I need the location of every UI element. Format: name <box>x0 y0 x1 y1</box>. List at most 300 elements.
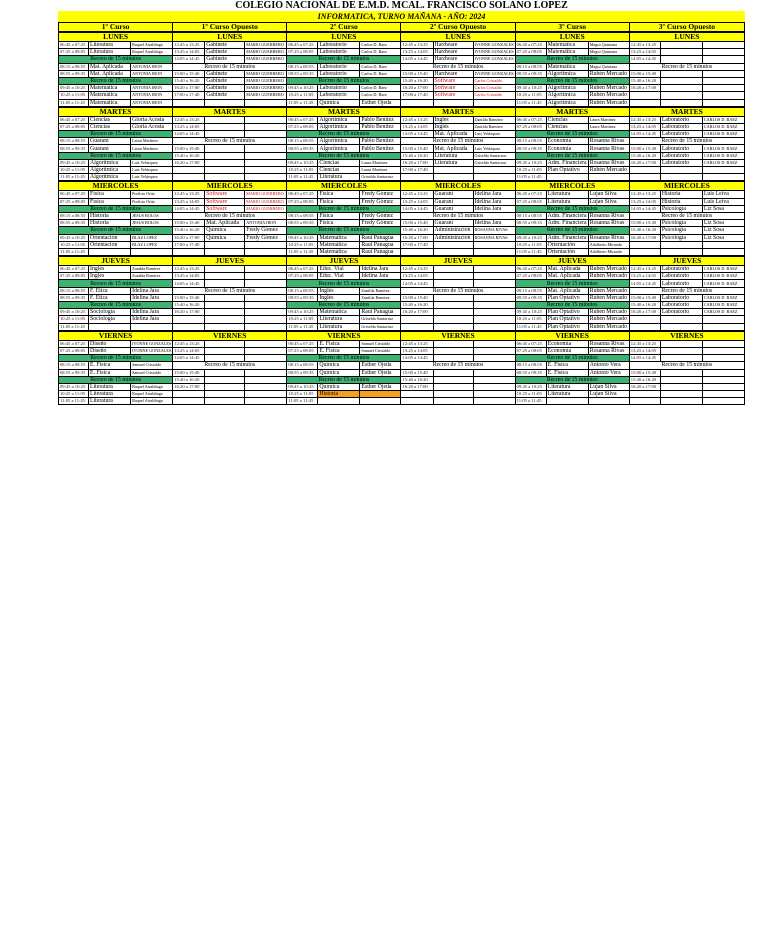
time-cell <box>173 248 205 256</box>
subject-cell: Plan Optativo <box>546 309 588 316</box>
subject-cell <box>433 99 473 107</box>
subject-cell: Sociología <box>89 309 131 316</box>
schedule-row <box>59 49 745 56</box>
time-cell: 12:45 a 13:25 <box>629 116 660 123</box>
recess-cell: Recreo de 15 minutos <box>401 362 515 369</box>
subject-cell <box>660 376 702 383</box>
schedule-row <box>59 340 745 347</box>
teacher-cell: Fredy Gómez <box>360 198 401 205</box>
day-header: VIERNES <box>629 331 744 341</box>
subject-cell <box>205 309 245 316</box>
subject-cell <box>205 391 245 398</box>
teacher-cell: Adalberto Miranda <box>588 241 629 248</box>
subject-cell: Inglés <box>318 287 360 294</box>
time-cell: 13:25 a 14:05 <box>401 347 433 354</box>
time-cell: 09:45 a 10:25 <box>515 309 546 316</box>
time-cell: 06:45 a 07:25 <box>287 116 318 123</box>
teacher-cell: Raquel Airaldinga <box>131 49 173 56</box>
teacher-cell <box>131 248 173 256</box>
teacher-cell <box>245 116 287 123</box>
teacher-cell: Rubén Mercado <box>588 316 629 323</box>
subject-cell: Plan Optativo <box>546 294 588 301</box>
time-cell: 16:20 a 17:00 <box>173 383 205 390</box>
schedule-row <box>59 234 745 241</box>
recess-cell: Recreo de 15 minutos <box>287 77 401 84</box>
time-cell: 14:05 a 14:45 <box>173 205 205 212</box>
teacher-cell: Magui Quintana <box>588 42 629 49</box>
time-cell: 15:00 a 15:40 <box>629 70 660 77</box>
time-cell: 06:45 a 07:25 <box>515 266 546 273</box>
teacher-cell: CARLOS D. BAEZ <box>702 152 744 159</box>
teacher-cell <box>245 355 287 362</box>
teacher-cell <box>473 248 515 256</box>
time-cell: 09:45 a 10:25 <box>515 85 546 92</box>
day-header: VIERNES <box>59 331 173 341</box>
teacher-cell: Samuel Cristaldo <box>360 340 401 347</box>
day-header: MARTES <box>401 107 515 117</box>
time-cell: 10:25 a 11:05 <box>287 167 318 174</box>
teacher-cell <box>473 398 515 405</box>
teacher-cell <box>702 398 744 405</box>
subject-cell: Química <box>205 227 245 234</box>
time-cell: 16:20 a 17:00 <box>173 85 205 92</box>
teacher-cell: Laura Martínez <box>588 123 629 130</box>
time-cell: 11:05 a 11:45 <box>287 248 318 256</box>
recess-cell: Recreo de 15 minutos <box>173 63 287 70</box>
time-cell: 11:05 a 11:45 <box>515 248 546 256</box>
teacher-cell: MARIO GUERRERO <box>245 205 287 212</box>
time-cell: 07:25 a 08:05 <box>59 123 89 130</box>
course-header: 3º Curso <box>515 23 629 33</box>
subject-cell: Gabinete <box>205 70 245 77</box>
time-cell <box>629 174 660 182</box>
time-cell: 15:40 a 16:20 <box>401 376 433 383</box>
time-cell: 08:15 a 08:55 <box>287 63 318 70</box>
recess-cell: Recreo de 15 minutos <box>401 63 515 70</box>
teacher-cell: CARLOS D. BAEZ <box>702 280 744 287</box>
subject-cell: Administración <box>433 227 473 234</box>
teacher-cell: Samuel Cristaldo <box>360 347 401 354</box>
subject-cell: Matemática <box>318 234 360 241</box>
teacher-cell <box>245 174 287 182</box>
subject-cell: Literatura <box>89 49 131 56</box>
recess-cell: Recreo de 15 minutos <box>173 212 287 219</box>
teacher-cell <box>245 280 287 287</box>
subject-cell: Química <box>318 383 360 390</box>
time-cell: 13:25 a 14:05 <box>629 123 660 130</box>
time-cell: 17:00 a 17:40 <box>401 241 433 248</box>
teacher-cell: Raul Panagua <box>360 241 401 248</box>
recess-cell: Recreo de 15 minutos <box>287 302 401 309</box>
schedule-row <box>59 85 745 92</box>
subject-cell: Inglés <box>318 294 360 301</box>
subject-cell <box>205 316 245 323</box>
time-cell: 06:45 a 07:25 <box>59 116 89 123</box>
subject-cell <box>660 391 702 398</box>
course-header: 2º Curso <box>287 23 401 33</box>
time-cell: 09:45 a 10:25 <box>59 309 89 316</box>
time-cell <box>629 248 660 256</box>
teacher-cell: Laura Martínez <box>588 116 629 123</box>
teacher-cell: Rubén Mercado <box>588 85 629 92</box>
day-header: VIERNES <box>515 331 629 341</box>
subject-cell: Laboratorio <box>660 302 702 309</box>
schedule-row <box>59 145 745 152</box>
time-cell: 15:00 a 15:40 <box>629 220 660 227</box>
time-cell: 11:05 a 11:45 <box>59 99 89 107</box>
time-cell: 08:55 a 09:35 <box>515 220 546 227</box>
teacher-cell: Raquel Airaldinga <box>131 398 173 405</box>
teacher-cell: IVONNE GONZALES <box>474 42 514 48</box>
teacher-cell: Luis Velázquez <box>131 167 173 174</box>
subject-cell: Adm. Financiera <box>547 234 587 241</box>
time-cell: 13:25 a 14:05 <box>173 273 205 280</box>
time-cell <box>629 316 660 323</box>
subject-cell <box>205 398 245 405</box>
subject-cell: Matemática <box>89 85 131 92</box>
time-cell <box>173 99 205 107</box>
subject-cell <box>205 159 245 166</box>
subject-cell: Laboratorio <box>660 273 702 280</box>
teacher-cell: Idelina Jara <box>473 220 515 227</box>
teacher-cell: JESUS BOLOS <box>131 212 173 219</box>
time-cell: 08:15 a 08:55 <box>287 138 318 145</box>
subject-cell <box>205 273 245 280</box>
schedule-row <box>59 376 745 383</box>
teacher-cell <box>473 347 515 354</box>
subject-cell <box>89 323 131 331</box>
time-cell <box>173 167 205 174</box>
school-title: COLEGIO NACIONAL DE E.M.D. MCAL. FRANCISCO SOLANO LOPEZ <box>235 0 568 11</box>
subject-cell <box>433 309 473 316</box>
subject-cell <box>205 340 245 347</box>
teacher-cell: MARIO GUERRERO <box>245 191 287 198</box>
subject-cell: Guaraní <box>433 191 473 198</box>
schedule-row <box>59 159 745 166</box>
schedule-row <box>59 323 745 331</box>
time-cell: 08:55 a 09:35 <box>287 70 318 77</box>
teacher-cell <box>473 309 515 316</box>
time-cell <box>401 391 433 398</box>
teacher-cell <box>360 398 401 405</box>
time-cell: 14:05 a 14:45 <box>401 131 433 138</box>
subject-cell <box>205 248 245 256</box>
time-cell: 10:25 a 11:05 <box>515 167 546 174</box>
teacher-cell: Luis Velázquez <box>131 174 173 182</box>
time-cell: 14:05 a 14:45 <box>173 355 205 362</box>
subject-cell: Ciencias <box>89 116 131 123</box>
subject-cell <box>660 355 702 362</box>
teacher-cell: IVONNE GONZALES <box>132 340 172 346</box>
subject-cell <box>205 174 245 182</box>
teacher-cell: Carlos D. Baez <box>360 85 401 92</box>
recess-cell: Recreo de 15 minutos <box>59 302 173 309</box>
subject-cell: Economía <box>546 347 588 354</box>
time-cell: 12:45 a 13:25 <box>173 191 205 198</box>
recess-cell: Recreo de 15 minutos <box>515 205 629 212</box>
schedule-row <box>59 152 745 159</box>
subject-cell <box>433 241 473 248</box>
time-cell: 16:20 a 17:00 <box>629 309 660 316</box>
teacher-cell: Idelina Jara <box>360 273 401 280</box>
teacher-cell: Laura Martínez <box>131 145 173 152</box>
subject-cell: Literatura <box>546 198 588 205</box>
teacher-cell <box>702 355 744 362</box>
day-header: MARTES <box>287 107 401 117</box>
course-header: 3º Curso Opuesto <box>629 23 744 33</box>
subject-cell: Algorítmica <box>318 145 360 152</box>
time-cell: 10:25 a 11:05 <box>515 316 546 323</box>
day-header-row <box>59 107 745 117</box>
day-header: MARTES <box>515 107 629 117</box>
teacher-cell: Lujan Silva <box>588 198 629 205</box>
time-cell: 09:45 a 10:25 <box>59 383 89 390</box>
teacher-cell: Zunilda Ramírez <box>473 116 515 123</box>
time-cell: 12:45 a 13:25 <box>401 116 433 123</box>
teacher-cell <box>245 266 287 273</box>
subject-cell <box>205 241 245 248</box>
teacher-cell: Idelina Jara <box>131 294 173 301</box>
subject-cell: Psicología <box>660 205 702 212</box>
recess-cell: Recreo de 15 minutos <box>401 212 515 219</box>
teacher-cell: Idelina Jara <box>131 287 173 294</box>
teacher-cell <box>588 398 629 405</box>
teacher-cell <box>473 241 515 248</box>
recess-cell: Recreo de 15 minutos <box>173 362 287 369</box>
subject-cell: Matemática <box>546 42 588 49</box>
teacher-cell: Laura Martínez <box>360 167 401 174</box>
teacher-cell: Liz Sosa <box>702 205 744 212</box>
subject-cell: Laboratorio <box>660 145 702 152</box>
teacher-cell: ANTONIA IBON <box>131 92 173 99</box>
teacher-cell: Carlos D. Baez <box>360 49 401 56</box>
subject-cell: E. Física <box>89 369 131 376</box>
subject-cell <box>660 167 702 174</box>
subject-cell: Software <box>433 85 473 92</box>
subject-cell: Mat. Aplicada <box>546 273 588 280</box>
time-cell: 06:45 a 07:25 <box>287 266 318 273</box>
time-cell: 06:45 a 07:25 <box>59 266 89 273</box>
teacher-cell <box>360 391 401 398</box>
subject-cell: Matemática <box>318 309 360 316</box>
subject-cell: Laboratorio <box>318 63 360 70</box>
time-cell: 06:45 a 07:25 <box>59 42 89 49</box>
subject-cell: Laboratorio <box>318 42 360 49</box>
subject-cell: Algoritmica <box>546 85 588 92</box>
subject-cell: Física <box>89 191 131 198</box>
day-header: JUEVES <box>515 256 629 266</box>
time-cell: 13:25 a 14:05 <box>401 273 433 280</box>
subject-cell <box>433 280 473 287</box>
schedule-row <box>59 42 745 49</box>
schedule-row <box>59 99 745 107</box>
time-cell: 07:25 a 08:05 <box>515 123 546 130</box>
subject-cell <box>433 398 473 405</box>
time-cell: 09:45 a 10:25 <box>287 234 318 241</box>
subject-cell: Mat. Aplicada <box>89 70 131 77</box>
subject-cell: Plan Optativo <box>546 167 588 174</box>
time-cell: 09:45 a 10:25 <box>287 85 318 92</box>
time-cell: 08:55 a 09:35 <box>515 70 546 77</box>
subject-cell: Algorítmica <box>89 174 131 182</box>
recess-cell: Recreo de 15 minutos <box>59 376 173 383</box>
teacher-cell: Carlos D. Baez <box>360 92 401 99</box>
time-cell: 16:20 a 17:00 <box>401 309 433 316</box>
subject-cell: Química <box>318 362 360 369</box>
subject-cell: Guaraní <box>433 205 473 212</box>
subject-cell: Química <box>205 234 245 241</box>
time-cell <box>629 167 660 174</box>
schedule-row <box>59 167 745 174</box>
subject-cell: Laboratorio <box>660 294 702 301</box>
teacher-cell <box>702 323 744 331</box>
subject-cell: Inglés <box>89 273 131 280</box>
subject-cell: Software <box>205 205 245 212</box>
teacher-cell <box>245 309 287 316</box>
subject-cell <box>205 376 245 383</box>
subject-cell: Mat. Aplicada <box>89 63 131 70</box>
teacher-cell <box>473 369 515 376</box>
teacher-cell <box>702 316 744 323</box>
time-cell: 08:55 a 09:35 <box>59 70 89 77</box>
teacher-cell: Fredy Gómez <box>245 227 287 234</box>
subject-cell <box>205 280 245 287</box>
subject-cell: Laboratorio <box>660 131 702 138</box>
teacher-cell <box>473 376 515 383</box>
teacher-cell <box>245 99 287 107</box>
subject-cell: Literatura <box>89 391 131 398</box>
teacher-cell: Luis Velázquez <box>131 159 173 166</box>
teacher-cell: Esther Ojeda <box>360 99 401 107</box>
subject-cell: Hardware <box>433 42 473 49</box>
time-cell: 14:05 a 14:45 <box>173 131 205 138</box>
time-cell: 13:25 a 14:05 <box>401 123 433 130</box>
subject-cell: Guaraní <box>433 220 473 227</box>
teacher-cell: Carlos Cristaldo <box>473 92 515 99</box>
recess-cell: Recreo de 15 minutos <box>59 77 173 84</box>
teacher-cell: Rosanna Rivas <box>588 138 629 145</box>
subject-cell: Historia <box>89 212 131 219</box>
subject-cell: Laboratorio <box>660 309 702 316</box>
subject-cell: Educ. Vial <box>318 266 360 273</box>
time-cell: 08:15 a 08:55 <box>515 212 546 219</box>
teacher-cell: IVONNE GONZALES <box>474 70 514 76</box>
teacher-cell: Rubén Mercado <box>588 92 629 99</box>
teacher-cell: Pablo Benítez <box>360 145 401 152</box>
subject-cell: Ciencias <box>318 167 360 174</box>
time-cell: 10:25 a 11:05 <box>287 241 318 248</box>
subject-cell: Ciencias <box>546 116 588 123</box>
subject-cell: Laboratorio <box>660 266 702 273</box>
subject-cell: Gabinete <box>205 49 245 56</box>
subject-cell: Algorítmica <box>318 116 360 123</box>
time-cell: 16:20 a 17:00 <box>401 234 433 241</box>
time-cell: 10:25 a 11:05 <box>59 167 89 174</box>
time-cell: 08:55 a 09:35 <box>515 294 546 301</box>
teacher-cell <box>245 167 287 174</box>
teacher-cell <box>702 241 744 248</box>
time-cell: 15:40 a 16:20 <box>629 227 660 234</box>
time-cell: 16:20 a 17:00 <box>401 159 433 166</box>
time-cell: 14:05 a 14:45 <box>629 205 660 212</box>
time-cell: 12:45 a 13:25 <box>629 340 660 347</box>
subject-cell <box>433 355 473 362</box>
time-cell: 16:20 a 17:00 <box>629 383 660 390</box>
subject-cell: Algoritmica <box>546 99 588 107</box>
subject-cell <box>546 174 588 182</box>
subject-cell: Orientación <box>89 241 131 248</box>
teacher-cell: Zunilda Ramírez <box>360 287 401 294</box>
recess-cell: Recreo de 15 minutos <box>629 63 744 70</box>
teacher-cell: Rubén Mercado <box>588 287 629 294</box>
subject-cell <box>660 369 702 376</box>
day-header: LUNES <box>173 32 287 42</box>
teacher-cell: CARLOS D. BAEZ <box>702 116 744 123</box>
subject-cell: Laboratorio <box>660 280 702 287</box>
time-cell <box>173 398 205 405</box>
subject-cell: Literatura <box>546 383 588 390</box>
subject-cell: Laboratorio <box>660 152 702 159</box>
time-cell <box>629 323 660 331</box>
subject-cell <box>205 355 245 362</box>
teacher-cell <box>245 131 287 138</box>
schedule-row <box>59 191 745 198</box>
subject-cell: Laboratorio <box>660 159 702 166</box>
time-cell: 15:40 a 16:20 <box>629 302 660 309</box>
recess-cell: Recreo de 15 minutos <box>287 56 401 63</box>
subject-cell: Orientación <box>546 241 588 248</box>
time-cell: 13:25 a 14:05 <box>173 49 205 56</box>
time-cell: 09:45 a 10:25 <box>287 383 318 390</box>
course-header-row <box>59 23 745 33</box>
teacher-cell: Raquel Airaldinga <box>131 391 173 398</box>
day-header-row <box>59 256 745 266</box>
subject-cell: Ciencias <box>318 159 360 166</box>
day-header: JUEVES <box>287 256 401 266</box>
teacher-cell: Luis Velázquez <box>473 145 515 152</box>
teacher-cell: Griselda Santacruz <box>360 323 401 331</box>
recess-cell: Recreo de 15 minutos <box>59 131 173 138</box>
subject-cell: Literatura <box>318 323 360 331</box>
subject-cell <box>660 241 702 248</box>
teacher-cell <box>131 323 173 331</box>
time-cell: 06:45 a 07:25 <box>287 340 318 347</box>
subject-cell: Guaraní <box>89 145 131 152</box>
time-cell: 11:05 a 11:45 <box>59 398 89 405</box>
time-cell: 13:25 a 14:05 <box>401 49 433 56</box>
teacher-cell: CARLOS D. BAEZ <box>702 145 744 152</box>
teacher-cell: ROSANNA RIVAS <box>473 234 515 241</box>
subject-cell: Hardware <box>433 49 473 56</box>
teacher-cell <box>702 42 744 49</box>
time-cell: 12:45 a 13:25 <box>629 266 660 273</box>
day-header: LUNES <box>401 32 515 42</box>
subject-cell <box>433 248 473 256</box>
teacher-cell <box>473 273 515 280</box>
time-cell: 10:25 a 11:05 <box>287 92 318 99</box>
recess-cell: Recreo de 15 minutos <box>515 56 629 63</box>
time-cell: 15:40 a 16:20 <box>173 227 205 234</box>
subject-cell: Laboratorio <box>318 70 360 77</box>
teacher-cell: Gloria Acosta <box>131 116 173 123</box>
subject-cell: Sociología <box>89 316 131 323</box>
subject-cell <box>205 131 245 138</box>
time-cell: 11:05 a 11:45 <box>515 323 546 331</box>
recess-cell: Recreo de 15 minutos <box>515 302 629 309</box>
subject-cell <box>660 174 702 182</box>
time-cell: 16:20 a 17:00 <box>629 234 660 241</box>
teacher-cell: ANTONIA IBON <box>131 70 173 77</box>
